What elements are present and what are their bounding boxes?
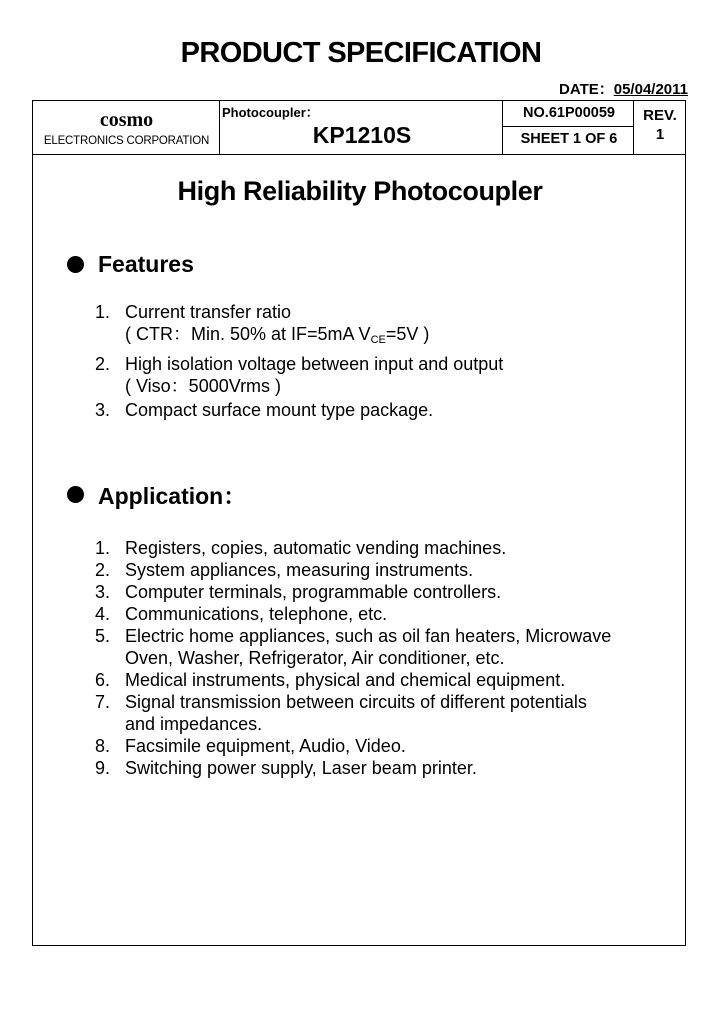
item-number: 4. — [95, 604, 111, 624]
document-number: NO.61P00059 — [523, 105, 615, 121]
company-cell — [33, 101, 220, 154]
item-number: 8. — [95, 736, 111, 756]
features-heading — [67, 251, 194, 278]
item-number: 3. — [95, 400, 111, 420]
list-item — [95, 399, 503, 421]
model-number: KP1210S — [312, 122, 412, 148]
item-text: Compact surface mount type package. — [125, 400, 434, 420]
item-number: 3. — [95, 582, 111, 602]
application-heading-text: Application： — [98, 483, 247, 509]
header-block — [33, 101, 685, 155]
item-number: 6. — [95, 670, 111, 690]
list-item — [95, 625, 611, 669]
list-item — [95, 353, 503, 397]
list-item — [95, 757, 611, 779]
features-heading-text: Features — [98, 251, 194, 277]
document-heading: High Reliability Photocoupler — [177, 176, 543, 206]
divider — [633, 101, 634, 154]
item-number: 1. — [95, 538, 111, 558]
item-number: 2. — [95, 354, 111, 374]
list-item — [95, 301, 503, 351]
date-label: DATE： — [559, 81, 614, 98]
item-text: System appliances, measuring instruments. — [125, 560, 474, 580]
item-number: 2. — [95, 560, 111, 580]
date-value: 05/04/2011 — [613, 81, 688, 98]
item-text: Computer terminals, programmable controllers. — [125, 582, 502, 602]
list-item — [95, 537, 611, 559]
item-number: 1. — [95, 302, 111, 322]
item-number: 7. — [95, 692, 111, 712]
divider — [502, 101, 503, 154]
detail-text: ( CTR：Min. 50% at IF=5mA V — [125, 324, 371, 344]
item-number: 5. — [95, 626, 111, 646]
item-number: 9. — [95, 758, 111, 778]
bullet-icon — [67, 256, 84, 273]
item-text: Communications, telephone, etc. — [125, 604, 388, 624]
spec-frame — [32, 100, 686, 946]
bullet-icon — [67, 486, 84, 503]
category-label: Photocoupler： — [222, 105, 319, 120]
item-text: Oven, Washer, Refrigerator, Air conditioner, etc. — [125, 648, 505, 668]
divider — [502, 126, 634, 127]
item-text: High isolation voltage between input and output — [125, 354, 504, 374]
item-text: Current transfer ratio — [125, 302, 292, 322]
page-title: PRODUCT SPECIFICATION — [180, 37, 542, 69]
brand-name: cosmo — [99, 109, 154, 131]
list-item — [95, 581, 611, 603]
list-item — [95, 603, 611, 625]
sheet-number: SHEET 1 OF 6 — [520, 131, 618, 147]
date-line — [559, 78, 688, 99]
list-item — [95, 691, 611, 735]
list-item — [95, 735, 611, 757]
item-detail: ( Viso：5000Vrms ) — [125, 376, 282, 396]
revision-label: REV. — [643, 107, 677, 124]
corporation-name: ELECTRONICS CORPORATION — [43, 135, 210, 147]
item-text: and impedances. — [125, 714, 263, 734]
item-detail — [125, 323, 503, 351]
divider — [219, 101, 220, 154]
item-text: Facsimile equipment, Audio, Video. — [125, 736, 406, 756]
item-text: Electric home appliances, such as oil fan heaters, Microwave — [125, 626, 612, 646]
item-text: Medical instruments, physical and chemical equipment. — [125, 670, 566, 690]
subscript: CE — [370, 334, 386, 346]
list-item — [95, 669, 611, 691]
item-text: Registers, copies, automatic vending machines. — [125, 538, 507, 558]
application-heading — [67, 478, 246, 511]
features-list — [95, 301, 503, 423]
item-text: Switching power supply, Laser beam printer. — [125, 758, 477, 778]
item-text: Signal transmission between circuits of different potentials — [125, 692, 587, 712]
application-list — [95, 537, 611, 779]
detail-text: =5V ) — [385, 324, 430, 344]
list-item — [95, 559, 611, 581]
revision-value: 1 — [655, 126, 665, 143]
